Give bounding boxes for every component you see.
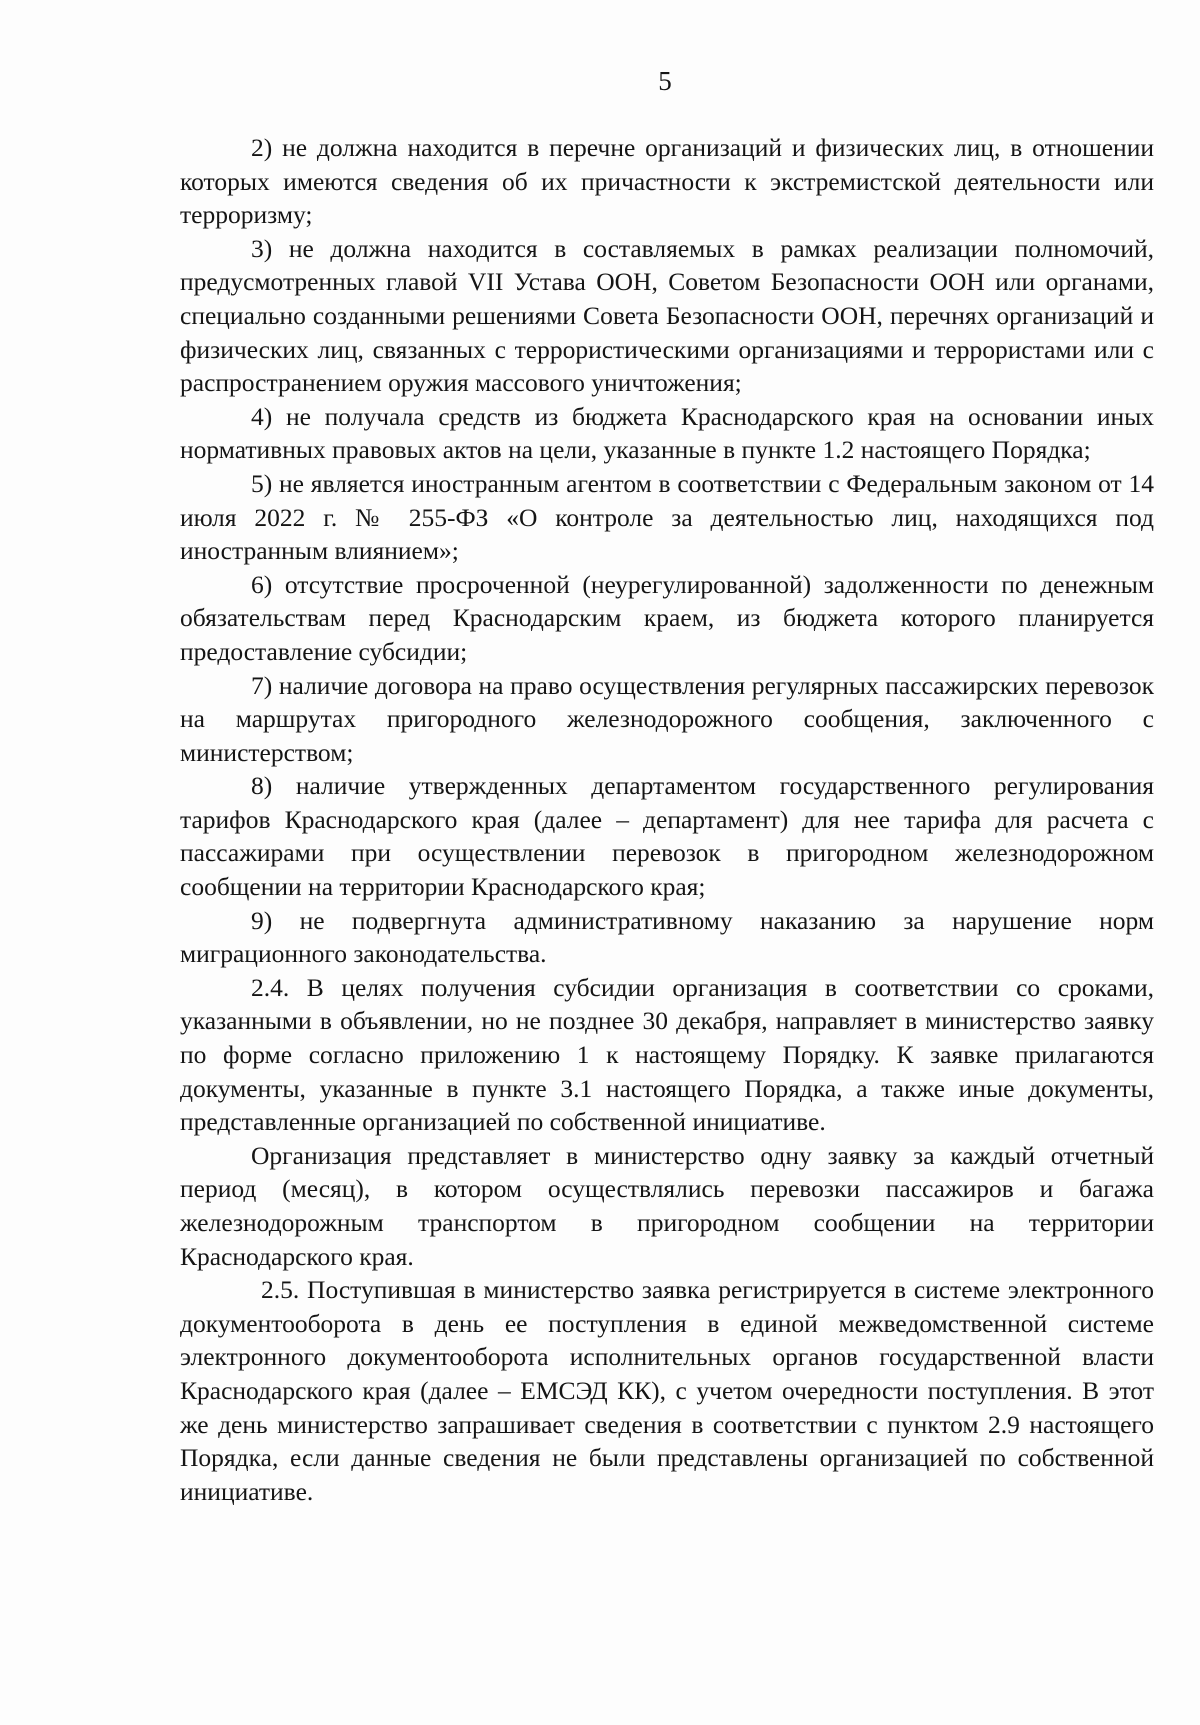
paragraph-item-5: 5) не является иностранным агентом в соответствии с Федеральным законом от 14 июля 2022 г. № 255-ФЗ «О контроле за деятельностью лиц, находящихся под иностранным влиянием»;	[180, 468, 1154, 566]
paragraph-item-7: 7) наличие договора на право осуществления регулярных пассажирских перевозок на маршрутах пригородного железнодорожного сообщения, заключенного с министерством;	[180, 670, 1154, 767]
paragraph-application-rule: Организация представляет в министерство одну заявку за каждый отчетный период (месяц), в котором осуществлялись перевозки пассажиров и багажа железнодорожным транспортом в пригородном сообщении на территории Краснодарского края.	[180, 1140, 1154, 1271]
paragraph-section-2-4: 2.4. В целях получения субсидии организация в соответствии со сроками, указанными в объявлении, но не позднее 30 декабря, направляет в министерство заявку по форме согласно приложению 1 к настоящему Порядку. К заявке прилагаются документы, указанные в пункте 3.1 настоящего Порядка, а также иные документы, представленные организацией по собственной инициативе.	[180, 972, 1154, 1137]
document-body	[180, 131, 1154, 1508]
paragraph-item-4: 4) не получала средств из бюджета Краснодарского края на основании иных нормативных правовых актов на цели, указанные в пункте 1.2 настоящего Порядка;	[180, 401, 1154, 465]
paragraph-item-9: 9) не подвергнута административному наказанию за нарушение норм миграционного законодательства.	[180, 905, 1154, 969]
paragraph-item-3: 3) не должна находится в составляемых в рамках реализации полномочий, предусмотренных главой VII Устава ООН, Советом Безопасности ООН или органами, специально созданными решениями Совета Безопасности ООН, перечнях организаций и физических лиц, связанных с террористическими организациями и террористами или с распространением оружия массового уничтожения;	[180, 233, 1154, 398]
page-number: 5	[658, 66, 672, 96]
paragraph-item-6: 6) отсутствие просроченной (неурегулированной) задолженности по денежным обязательствам перед Краснодарским краем, из бюджета которого планируется предоставление субсидии;	[180, 569, 1154, 666]
paragraph-section-2-5: 2.5. Поступившая в министерство заявка регистрируется в системе электронного документооборота в день ее поступления в единой межведомственной системе электронного документооборота исполнительных органов государственной власти Краснодарского края (далее – ЕМСЭД КК), с учетом очередности поступления. В этот же день министерство запрашивает сведения в соответствии с пунктом 2.9 настоящего Порядка, если данные сведения не были представлены организацией по собственной инициативе.	[180, 1275, 1154, 1506]
paragraph-item-8: 8) наличие утвержденных департаментом государственного регулирования тарифов Краснодарского края (далее – департамент) для нее тарифа для расчета с пассажирами при осуществлении перевозок в пригородном железнодорожном сообщении на территории Краснодарского края;	[180, 771, 1154, 902]
paragraph-item-2: 2) не должна находится в перечне организаций и физических лиц, в отношении которых имеются сведения об их причастности к экстремистской деятельности или терроризму;	[180, 133, 1154, 230]
